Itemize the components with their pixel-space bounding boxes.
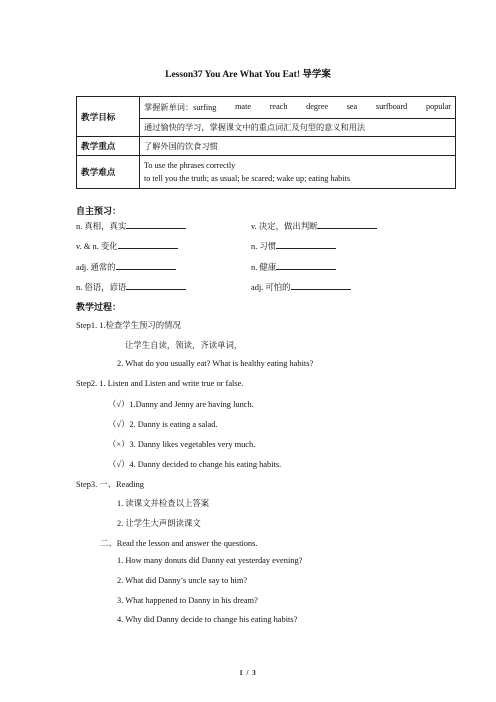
preview-item: n. 习惯 xyxy=(251,239,336,252)
question-item: 3. What happened to Danny in his dream? xyxy=(117,596,258,605)
goal-word: mate xyxy=(235,102,251,111)
goal-word: surfboard xyxy=(375,102,408,111)
question-item: 2. What did Danny’s uncle say to him? xyxy=(117,576,248,585)
difficult-cell xyxy=(140,156,456,189)
preview-item: adj. 可怕的 xyxy=(251,280,351,293)
goal-word: reach xyxy=(269,102,288,111)
step2: Step2. 1. Listen and Listen and write true or false. xyxy=(76,379,244,388)
difficult-line1: To use the phrases correctly xyxy=(144,161,236,170)
questions-heading: 二、Read the lesson and answer the questions. xyxy=(100,539,258,548)
key-text: 了解外国的饮食习惯 xyxy=(140,137,456,156)
step1-b: 2. What do you usually eat? What is healthy eating habits? xyxy=(117,359,314,368)
goal-word: sea xyxy=(346,102,358,111)
question-item: 4. Why did Danny decide to change his eating habits? xyxy=(117,615,298,624)
preview-item: v. 决定，做出判断 xyxy=(251,219,377,232)
answer-blank[interactable] xyxy=(118,239,178,249)
answer-blank[interactable] xyxy=(116,260,176,270)
answer-blank[interactable] xyxy=(126,219,186,229)
table-row xyxy=(77,137,456,156)
answer-blank[interactable] xyxy=(276,239,336,249)
page-number: 1 / 3 xyxy=(239,669,257,677)
goals-prefix: 掌握新单词：surfing xyxy=(144,103,217,112)
preview-item: adj. 通常的 xyxy=(76,260,176,273)
difficult-line2: to tell you the truth; as usual; be scared; wake up; eating habits xyxy=(144,174,350,183)
goals-label: 教学目标 xyxy=(77,97,140,137)
key-label: 教学重点 xyxy=(77,137,140,156)
question-item: 1. How many donuts did Danny eat yesterday evening? xyxy=(117,556,303,565)
preview-item: n. 健康 xyxy=(251,260,336,273)
answer-blank[interactable] xyxy=(291,280,351,290)
true-false-item: （×）3. Danny likes vegetables very much. xyxy=(108,440,256,449)
reading-item: 2. 让学生大声朗读课文 xyxy=(117,519,201,528)
step3: Step3. 一、Reading xyxy=(76,480,144,489)
answer-blank[interactable] xyxy=(276,260,336,270)
answer-blank[interactable] xyxy=(126,280,186,290)
goal-word: popular xyxy=(425,102,451,111)
true-false-item: （√）1.Danny and Jenny are having lunch. xyxy=(108,400,254,409)
preview-item: v. & n. 变化 xyxy=(76,239,178,252)
objectives-table xyxy=(76,96,456,189)
goals-words-cell xyxy=(140,97,456,119)
step1-a: 让学生自读，领读，齐读单词， xyxy=(125,341,243,350)
true-false-item: （√）4. Danny decided to change his eating habits. xyxy=(108,460,282,469)
goal-word: degree xyxy=(306,102,328,111)
document-title: Lesson37 You Are What You Eat! 导学案 xyxy=(165,70,331,80)
goals-line2: 通过愉快的学习，掌握课文中的重点词汇及句型的意义和用法 xyxy=(140,119,456,137)
table-row xyxy=(77,156,456,189)
preview-heading: 自主预习： xyxy=(76,206,122,216)
preview-item: n. 真相，真实 xyxy=(76,219,186,232)
process-heading: 教学过程： xyxy=(76,302,122,312)
true-false-item: （√）2. Danny is eating a salad. xyxy=(108,420,218,429)
step1: Step1. 1.检查学生预习的情况 xyxy=(76,321,181,330)
answer-blank[interactable] xyxy=(317,219,377,229)
table-row xyxy=(77,97,456,119)
preview-item: n. 俗语，谚语 xyxy=(76,280,186,293)
difficult-label: 教学难点 xyxy=(77,156,140,189)
reading-item: 1. 读课文并检查以上答案 xyxy=(117,499,210,508)
